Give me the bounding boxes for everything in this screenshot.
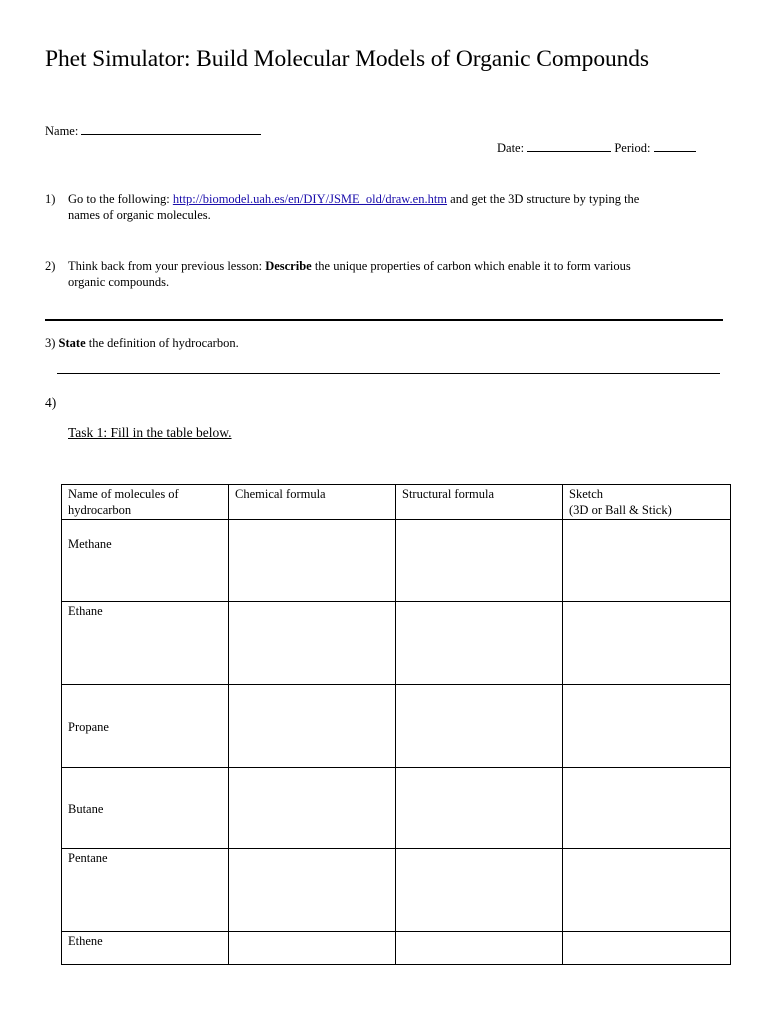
- row-label-pentane: Pentane: [62, 849, 229, 932]
- question-2-text-before: Think back from your previous lesson:: [68, 259, 266, 273]
- sketch-cell[interactable]: [563, 932, 731, 965]
- answer-line-3: [57, 373, 720, 374]
- table-row: [62, 849, 731, 932]
- task-1-heading: Task 1: Fill in the table below.: [68, 425, 232, 440]
- table-row: [62, 932, 731, 965]
- header-chemical-formula: [229, 485, 396, 520]
- table-row: [62, 520, 731, 602]
- question-1-number: 1): [45, 192, 56, 206]
- question-1: [68, 191, 639, 223]
- question-1-text-after: and get the 3D structure by typing the: [447, 192, 640, 206]
- row-label-methane: Methane: [62, 520, 229, 602]
- name-label: Name:: [45, 124, 79, 138]
- chemical-formula-cell[interactable]: [229, 602, 396, 685]
- sketch-cell[interactable]: [563, 520, 731, 602]
- header-chemical-formula-text: Chemical formula: [235, 487, 326, 501]
- sketch-cell[interactable]: [563, 849, 731, 932]
- header-sketch-line1: Sketch: [569, 487, 604, 501]
- chemical-formula-cell[interactable]: [229, 768, 396, 849]
- header-name-line1: Name of molecules of: [68, 487, 179, 501]
- structural-formula-cell[interactable]: [396, 768, 563, 849]
- structural-formula-cell[interactable]: [396, 520, 563, 602]
- hydrocarbon-table: [61, 484, 731, 965]
- table-row: [62, 768, 731, 849]
- header-sketch: [563, 485, 731, 520]
- name-field: [45, 123, 261, 139]
- sketch-cell[interactable]: [563, 602, 731, 685]
- question-2-text-after: the unique properties of carbon which enable it to form various: [311, 259, 631, 273]
- question-2-bold: Describe: [265, 259, 312, 273]
- header-name: [62, 485, 229, 520]
- header-name-line2: hydrocarbon: [68, 503, 132, 517]
- structural-formula-cell[interactable]: [396, 685, 563, 768]
- structural-formula-cell[interactable]: [396, 932, 563, 965]
- chemical-formula-cell[interactable]: [229, 520, 396, 602]
- question-3: [45, 335, 239, 351]
- period-blank[interactable]: [654, 140, 696, 152]
- period-label: Period:: [614, 141, 651, 155]
- chemical-formula-cell[interactable]: [229, 932, 396, 965]
- question-1-text-before: Go to the following:: [68, 192, 173, 206]
- row-label-butane: Butane: [62, 768, 229, 849]
- chemical-formula-cell[interactable]: [229, 849, 396, 932]
- row-label-ethene: Ethene: [62, 932, 229, 965]
- simulator-link[interactable]: http://biomodel.uah.es/en/DIY/JSME_old/draw.en.htm: [172, 192, 448, 206]
- date-blank[interactable]: [527, 140, 611, 152]
- question-4-number: 4): [45, 395, 57, 410]
- table-row: [62, 685, 731, 768]
- structural-formula-cell[interactable]: [396, 849, 563, 932]
- name-blank[interactable]: [81, 123, 261, 135]
- question-2: [68, 258, 631, 290]
- sketch-cell[interactable]: [563, 768, 731, 849]
- question-1-line2: names of organic molecules.: [68, 208, 211, 222]
- question-3-text: the definition of hydrocarbon.: [85, 336, 239, 350]
- row-label-ethane: Ethane: [62, 602, 229, 685]
- header-structural-formula: [396, 485, 563, 520]
- header-sketch-line2: (3D or Ball & Stick): [569, 503, 672, 517]
- question-3-bold: State: [58, 336, 86, 350]
- date-label: Date:: [497, 141, 525, 155]
- header-structural-formula-text: Structural formula: [402, 487, 494, 501]
- table-row: [62, 602, 731, 685]
- sketch-cell[interactable]: [563, 685, 731, 768]
- page-title: Phet Simulator: Build Molecular Models of Organic Compounds: [45, 46, 649, 72]
- table-header-row: [62, 485, 731, 520]
- chemical-formula-cell[interactable]: [229, 685, 396, 768]
- answer-line-2: [45, 319, 723, 321]
- date-period-field: [497, 140, 696, 156]
- row-label-propane: Propane: [62, 685, 229, 768]
- question-2-line2: organic compounds.: [68, 275, 170, 289]
- question-3-number: 3): [45, 336, 59, 350]
- structural-formula-cell[interactable]: [396, 602, 563, 685]
- question-2-number: 2): [45, 259, 56, 273]
